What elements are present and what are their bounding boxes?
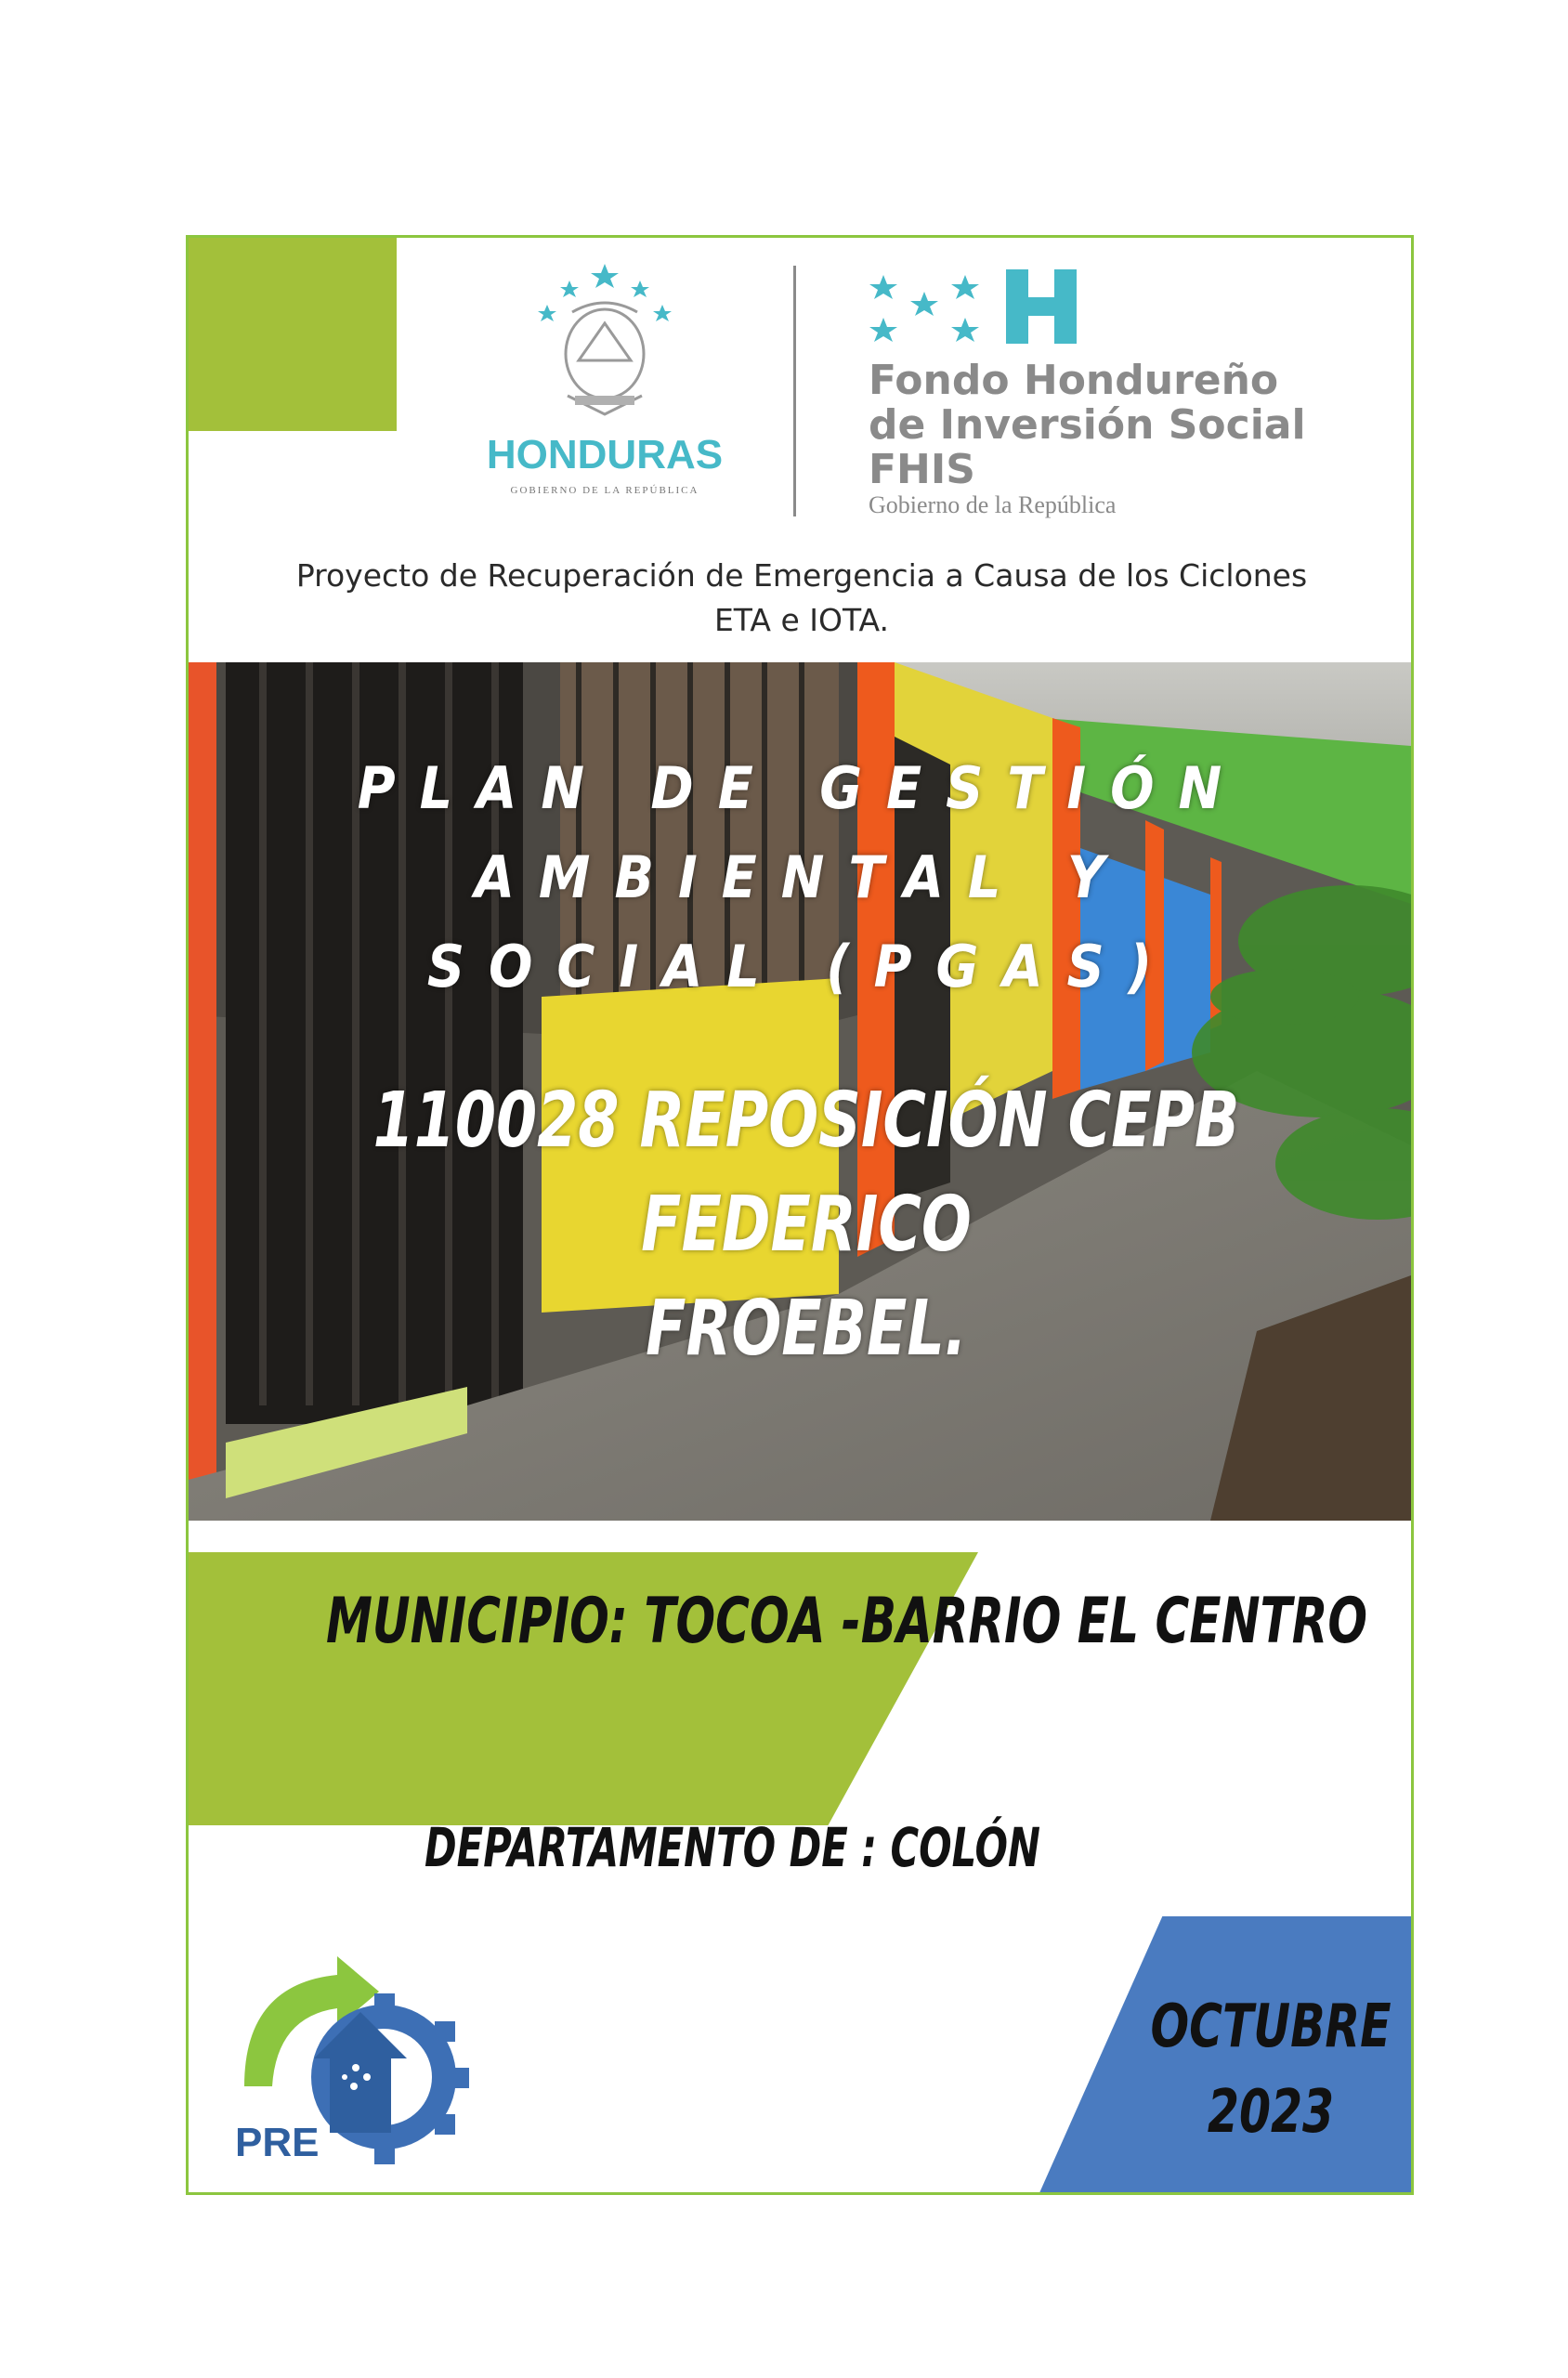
- logo-divider: [793, 266, 796, 516]
- project-line-2: ETA e IOTA.: [713, 602, 890, 638]
- honduras-logo-subtitle: GOBIERNO DE LA REPÚBLICA: [510, 485, 699, 496]
- date-year: 2023: [1207, 2078, 1335, 2147]
- departamento-label: DEPARTAMENTO DE : COLÓN: [425, 1816, 1040, 1879]
- document-title-line-1: PLAN DE GESTIÓN AMBIENTAL Y: [357, 754, 1247, 911]
- project-code-line-1: 110028 REPOSICIÓN CEPB FEDERICO: [372, 1077, 1240, 1269]
- pre-logo: [226, 1947, 486, 2179]
- project-code-title: [291, 1069, 1321, 1381]
- honduras-emblem-logo: [465, 256, 744, 526]
- fhis-logo: [867, 255, 1387, 524]
- honduras-logo-title: HONDURAS: [486, 432, 724, 477]
- project-description: [198, 554, 1405, 643]
- document-title-line-2: SOCIAL (PGAS): [426, 933, 1177, 1000]
- document-title: [207, 744, 1396, 1012]
- fhis-logo-line2: de Inversión Social: [869, 401, 1306, 449]
- green-corner-block: [189, 238, 397, 431]
- municipio-label: MUNICIPIO: TOCOA -BARRIO EL CENTRO: [326, 1585, 1368, 1658]
- cover-frame: [186, 235, 1414, 2195]
- date-month: OCTUBRE: [1150, 1993, 1392, 2061]
- project-code-line-2: FROEBEL.: [646, 1285, 967, 1373]
- fhis-logo-line4: Gobierno de la República: [869, 491, 1117, 518]
- pre-logo-text: PRE: [235, 2120, 320, 2165]
- date-block: [1141, 1984, 1402, 2155]
- fhis-logo-line1: Fondo Hondureño: [869, 357, 1279, 404]
- project-line-1: Proyecto de Recuperación de Emergencia a Causa de los Ciclones: [295, 557, 1308, 594]
- fhis-logo-line3: FHIS: [869, 446, 975, 493]
